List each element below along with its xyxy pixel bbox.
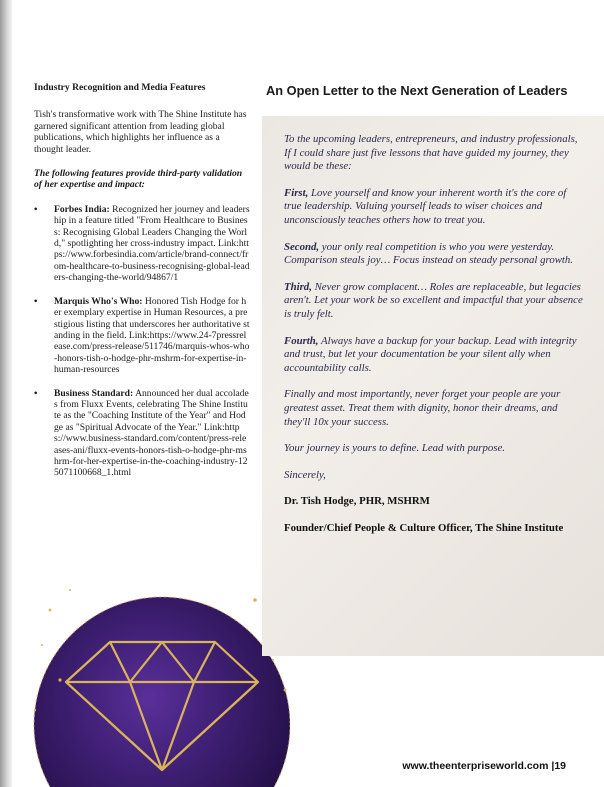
lesson-lead: First, xyxy=(284,186,309,199)
signature-name: Dr. Tish Hodge, PHR, MSHRM xyxy=(284,495,430,508)
bullet: • xyxy=(34,203,38,215)
salutation: To the upcoming leaders, entrepreneurs, and industry professionals, xyxy=(284,133,578,145)
features-list xyxy=(34,204,250,479)
closing-line: Your journey is yours to define. Lead with purpose. xyxy=(284,442,505,455)
bullet: • xyxy=(34,387,38,399)
letter-greeting xyxy=(284,133,584,174)
page-footer xyxy=(402,760,566,772)
features-intro: The following features provide third-party validation of her expertise and impact: xyxy=(34,168,243,191)
list-item xyxy=(34,388,250,479)
open-letter xyxy=(284,133,584,548)
feature-name: Forbes India: xyxy=(54,203,110,215)
lesson-paragraph xyxy=(284,281,584,322)
signoff: Sincerely, xyxy=(284,468,326,481)
feature-name: Business Standard: xyxy=(54,387,134,399)
lesson-text: Always have a backup for your backup. Lead with integrity and trust, but let your documentation be your silent ally when accountability calls. xyxy=(284,334,577,374)
intro-paragraph: Tish's transformative work with The Shine Institute has garnered significant attention from leading global publications, which highlights her influence as a thought leader. xyxy=(34,109,247,155)
lesson-text: your only real competition is who you were yesterday. Comparison steals joy… Focus instead on steady personal growth. xyxy=(284,240,574,267)
lesson-lead: Fourth, xyxy=(284,334,319,347)
feature-name: Marquis Who's Who: xyxy=(54,295,143,307)
diamond-icon xyxy=(30,570,290,787)
lesson-paragraph xyxy=(284,335,584,376)
list-item xyxy=(34,296,250,376)
letter-title: An Open Letter to the Next Generation of Leaders xyxy=(266,83,568,98)
opening-line: If I could share just five lessons that have guided my journey, they would be these: xyxy=(284,146,569,173)
footer-url: www.theenterpriseworld.com xyxy=(402,760,549,772)
final-lesson: Finally and most importantly, never forget your people are your greatest asset. Treat them with dignity, honor their dreams, and they'll 10x your success. xyxy=(284,388,561,428)
footer-separator: | xyxy=(551,760,555,772)
lesson-lead: Second, xyxy=(284,240,320,253)
lesson-text: Never grow complacent… Roles are replaceable, but legacies aren't. Let your work be so excellent and impactful that your absence is truly felt. xyxy=(284,280,583,320)
page-gutter-shadow xyxy=(0,0,12,787)
lesson-paragraph xyxy=(284,187,584,228)
feature-text: Announced her dual accolades from Fluxx Events, celebrating The Shine Institute as the "Coaching Institute of the Year" and Hodge as "Spiritual Advocate of the Year." Link:https://www.business-standard.com/content/press-releases-ani/fluxx-events-honors-tish-o-hodge-phr-mshrm-for-her-expertise-in-the-coaching-industry-125071100668_1.html xyxy=(54,387,249,479)
page-number: 19 xyxy=(554,760,566,772)
lesson-text: Love yourself and know your inherent worth it's the core of true leadership. Valuing yourself leads to wiser choices and unconsciously teaches others how to treat you. xyxy=(284,186,567,226)
feature-text: Recognized her journey and leadership in a feature titled "From Healthcare to Business: Recognising Global Leaders Changing the World," spotlighting her cross-industry impact. Link:https://www.forbesindia.com/article/brand-connect/from-healthcare-to-business-recognising-global-leaders-changing-the-world/94867/1 xyxy=(54,203,250,284)
lesson-paragraph xyxy=(284,241,584,268)
left-column xyxy=(34,82,250,491)
feature-text: Honored Tish Hodge for her exemplary expertise in Human Resources, a prestigious listing that underscores her authoritative standing in the field. Link:https://www.24-7pressrelease.com/press-release/511746/marquis-whos-who-honors-tish-o-hodge-phr-mshrm-for-expertise-in-human-resources xyxy=(54,295,250,376)
section-heading: Industry Recognition and Media Features xyxy=(34,82,206,93)
diamond-decoration xyxy=(30,570,290,787)
signature-title: Founder/Chief People & Culture Officer, The Shine Institute xyxy=(284,521,564,534)
bullet: • xyxy=(34,295,38,307)
lesson-lead: Third, xyxy=(284,280,312,293)
list-item xyxy=(34,204,250,284)
